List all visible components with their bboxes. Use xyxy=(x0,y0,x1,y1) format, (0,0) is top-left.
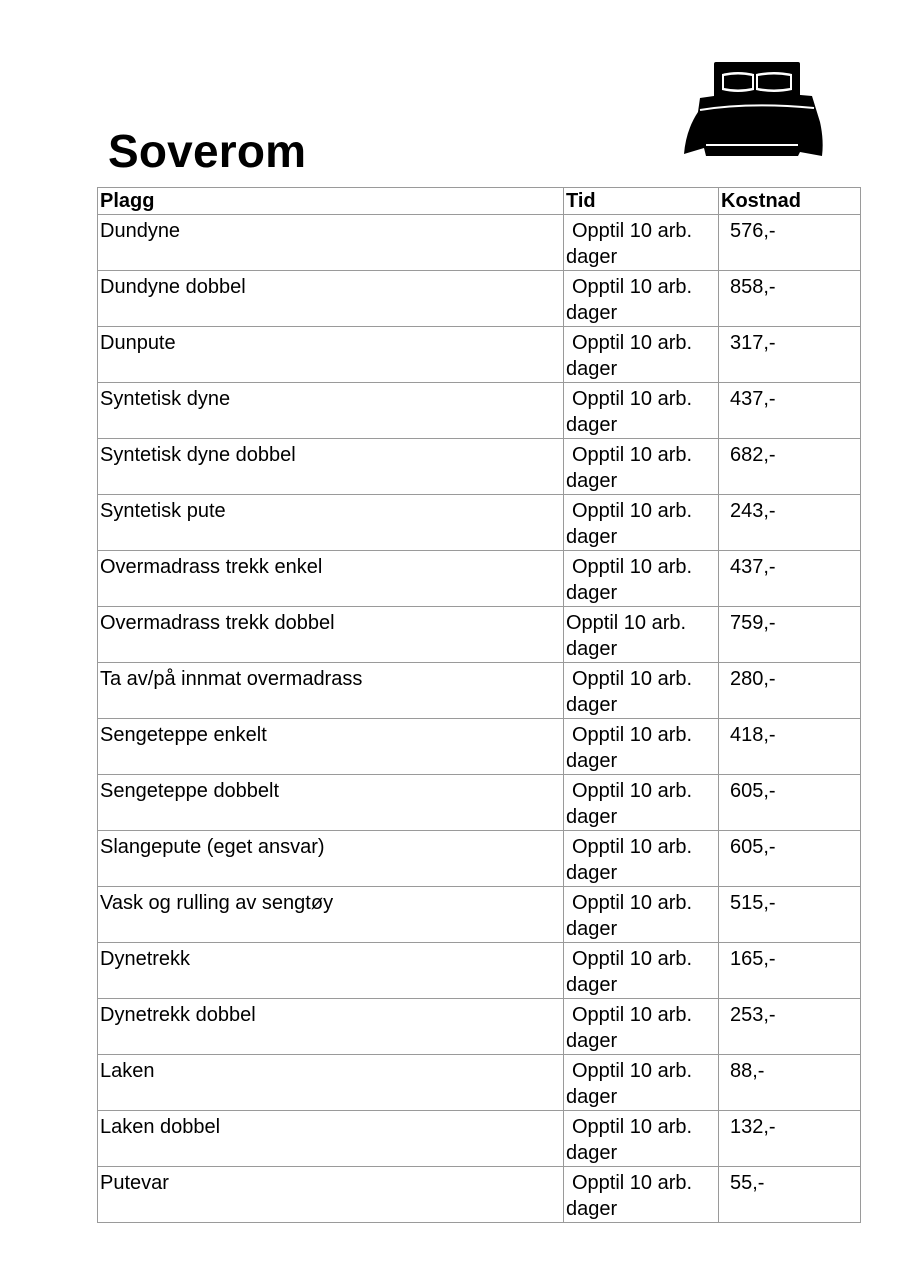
table-row xyxy=(98,663,861,719)
item-cell: Dundyne dobbel xyxy=(98,271,564,327)
item-cell: Dynetrekk dobbel xyxy=(98,999,564,1055)
time-text-line1: Opptil 10 arb. xyxy=(572,332,693,354)
time-cell xyxy=(564,831,719,887)
time-cell xyxy=(564,495,719,551)
item-cell: Dunpute xyxy=(98,327,564,383)
item-cell: Sengeteppe enkelt xyxy=(98,719,564,775)
column-header-price: Kostnad xyxy=(719,188,861,215)
time-text-line1: Opptil 10 arb. xyxy=(572,556,693,578)
time-cell xyxy=(564,215,719,271)
price-cell: 243,- xyxy=(719,495,861,551)
time-cell xyxy=(564,1055,719,1111)
item-cell: Overmadrass trekk enkel xyxy=(98,551,564,607)
item-cell: Overmadrass trekk dobbel xyxy=(98,607,564,663)
table-row xyxy=(98,551,861,607)
time-text-line1: Opptil 10 arb. xyxy=(572,668,693,690)
time-text-line2: dager xyxy=(566,1030,618,1052)
price-cell: 605,- xyxy=(719,831,861,887)
table-row xyxy=(98,719,861,775)
price-cell: 55,- xyxy=(719,1167,861,1223)
time-text-line2: dager xyxy=(566,1142,618,1164)
price-cell: 437,- xyxy=(719,551,861,607)
time-text-line2: dager xyxy=(566,974,618,996)
price-cell: 132,- xyxy=(719,1111,861,1167)
time-text-line2: dager xyxy=(566,806,618,828)
time-text-line2: dager xyxy=(566,694,618,716)
table-row xyxy=(98,383,861,439)
item-cell: Slangepute (eget ansvar) xyxy=(98,831,564,887)
time-text-line2: dager xyxy=(566,862,618,884)
table-row xyxy=(98,831,861,887)
time-text-line2: dager xyxy=(566,750,618,772)
price-cell: 280,- xyxy=(719,663,861,719)
time-cell xyxy=(564,775,719,831)
price-cell: 682,- xyxy=(719,439,861,495)
table-row xyxy=(98,215,861,271)
time-cell xyxy=(564,1111,719,1167)
table-row xyxy=(98,1167,861,1223)
item-cell: Dundyne xyxy=(98,215,564,271)
time-text-line1: Opptil 10 arb. xyxy=(572,724,693,746)
time-text-line1: Opptil 10 arb. xyxy=(572,444,693,466)
time-text-line1: Opptil 10 arb. xyxy=(572,220,693,242)
time-text-line2: dager xyxy=(566,302,618,324)
time-cell xyxy=(564,1167,719,1223)
price-table xyxy=(97,187,861,1223)
time-text-line2: dager xyxy=(566,918,618,940)
column-header-time: Tid xyxy=(564,188,719,215)
time-text-line2: dager xyxy=(566,526,618,548)
price-cell: 418,- xyxy=(719,719,861,775)
time-text-line1: Opptil 10 arb. xyxy=(572,892,693,914)
time-text-line1: Opptil 10 arb. xyxy=(572,948,693,970)
time-text-line1: Opptil 10 arb. xyxy=(572,1116,693,1138)
time-cell xyxy=(564,439,719,495)
price-cell: 437,- xyxy=(719,383,861,439)
time-cell xyxy=(564,271,719,327)
time-text-line2: dager xyxy=(566,246,618,268)
price-cell: 759,- xyxy=(719,607,861,663)
time-cell xyxy=(564,887,719,943)
time-cell xyxy=(564,999,719,1055)
time-text-line2: dager xyxy=(566,638,618,660)
price-cell: 605,- xyxy=(719,775,861,831)
table-row xyxy=(98,495,861,551)
table-row xyxy=(98,943,861,999)
time-text-line2: dager xyxy=(566,1198,618,1220)
table-row xyxy=(98,887,861,943)
time-text-line1: Opptil 10 arb. xyxy=(572,1004,693,1026)
time-cell xyxy=(564,551,719,607)
item-cell: Ta av/på innmat overmadrass xyxy=(98,663,564,719)
table-header-row xyxy=(98,188,861,215)
price-cell: 88,- xyxy=(719,1055,861,1111)
item-cell: Syntetisk dyne dobbel xyxy=(98,439,564,495)
time-text-line2: dager xyxy=(566,582,618,604)
price-cell: 253,- xyxy=(719,999,861,1055)
table-row xyxy=(98,327,861,383)
time-text-line1: Opptil 10 arb. xyxy=(572,500,693,522)
price-cell: 576,- xyxy=(719,215,861,271)
price-cell: 515,- xyxy=(719,887,861,943)
time-text-line1: Opptil 10 arb. xyxy=(572,1060,693,1082)
price-cell: 858,- xyxy=(719,271,861,327)
table-row xyxy=(98,1111,861,1167)
time-text-line1: Opptil 10 arb. xyxy=(572,276,693,298)
price-cell: 165,- xyxy=(719,943,861,999)
bed-icon xyxy=(680,60,826,160)
item-cell: Syntetisk pute xyxy=(98,495,564,551)
column-header-item: Plagg xyxy=(98,188,564,215)
time-text-line1: Opptil 10 arb. xyxy=(572,1172,693,1194)
time-text-line1: Opptil 10 arb. xyxy=(572,388,693,410)
item-cell: Sengeteppe dobbelt xyxy=(98,775,564,831)
item-cell: Putevar xyxy=(98,1167,564,1223)
time-cell xyxy=(564,327,719,383)
time-text-line2: dager xyxy=(566,358,618,380)
time-cell xyxy=(564,607,719,663)
price-cell: 317,- xyxy=(719,327,861,383)
time-cell xyxy=(564,663,719,719)
time-text-line1: Opptil 10 arb. xyxy=(572,780,693,802)
item-cell: Dynetrekk xyxy=(98,943,564,999)
item-cell: Syntetisk dyne xyxy=(98,383,564,439)
page-title: Soverom xyxy=(108,125,307,177)
time-text-line1: Opptil 10 arb. xyxy=(566,612,687,634)
time-cell xyxy=(564,943,719,999)
time-text-line2: dager xyxy=(566,1086,618,1108)
table-row xyxy=(98,439,861,495)
time-cell xyxy=(564,383,719,439)
table-row xyxy=(98,999,861,1055)
time-text-line2: dager xyxy=(566,470,618,492)
table-row xyxy=(98,271,861,327)
time-cell xyxy=(564,719,719,775)
time-text-line1: Opptil 10 arb. xyxy=(572,836,693,858)
table-row xyxy=(98,1055,861,1111)
table-body xyxy=(98,215,861,1223)
item-cell: Laken xyxy=(98,1055,564,1111)
table-row xyxy=(98,775,861,831)
table-row xyxy=(98,607,861,663)
time-text-line2: dager xyxy=(566,414,618,436)
item-cell: Laken dobbel xyxy=(98,1111,564,1167)
item-cell: Vask og rulling av sengtøy xyxy=(98,887,564,943)
